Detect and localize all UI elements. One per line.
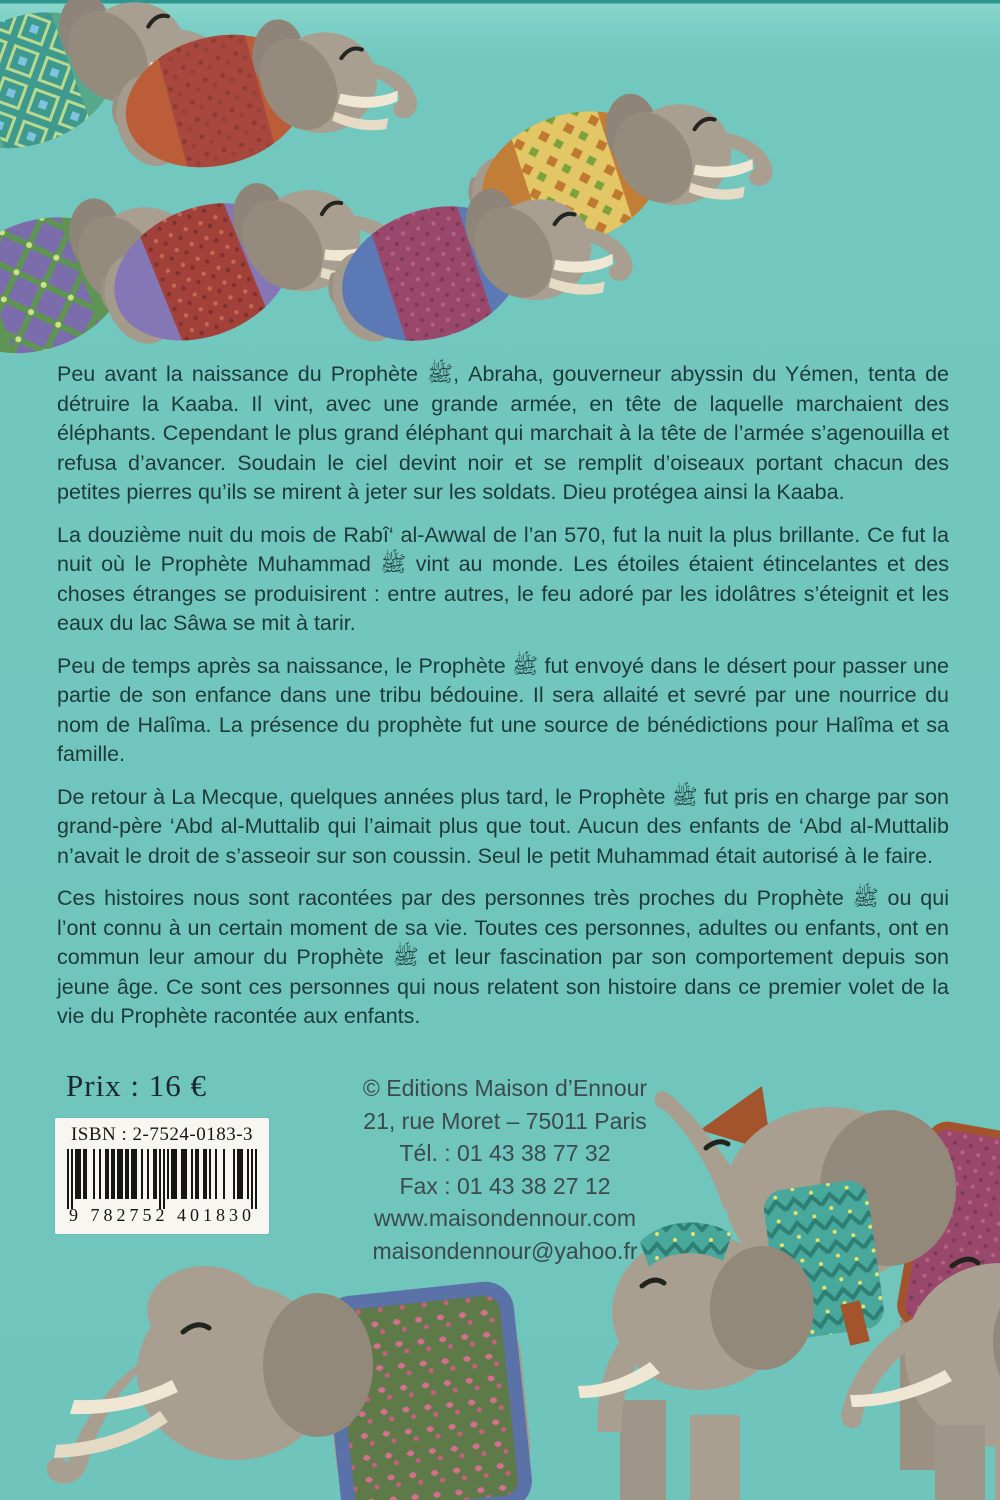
- isbn-number: ISBN : 2-7524-0183-3: [70, 1124, 254, 1145]
- flying-elephants-illustration: [0, 0, 1000, 355]
- publisher-name: © Editions Maison d’Ennour: [362, 1075, 648, 1101]
- price-label: Prix : 16 €: [66, 1068, 208, 1103]
- publisher-address: 21, rue Moret – 75011 Paris: [363, 1107, 647, 1134]
- back-cover-text: [57, 360, 949, 1045]
- publisher-block: [310, 1072, 700, 1267]
- paragraph-4: De retour à La Mecque, quelques années plus tard, le Prophète ﷺ fut pris en charge par son grand-père ‘Abd al-Muttalib qui l’aimait plus que tout. Aucun des enfants de ‘Abd al-Muttalib n’avait le droit de s’asseoir sur son coussin. Seul le petit Muhammad était autorisé à le faire.: [57, 784, 950, 868]
- publisher-website: www.maisondennour.com: [373, 1205, 637, 1231]
- paragraph-3: Peu de temps après sa naissance, le Prophète ﷺ fut envoyé dans le désert pour passer une partie de son enfance dans une tribu bédouine. Il sera allaité et sevré par une nourrice du nom de Halîma. La présence du prophète fut une source de bénédictions pour Halîma et sa famille.: [57, 653, 949, 766]
- barcode-digits: 9 782752 401830: [69, 1205, 255, 1225]
- elephant-left-paisley: [47, 1266, 536, 1500]
- paragraph-1: Peu avant la naissance du Prophète ﷺ, Abraha, gouverneur abyssin du Yémen, tenta de détruire la Kaaba. Il vint, avec une grande armée, en tête de laquelle marchaient des éléphants. Cependant le plus grand éléphant qui marchait à la tête de l’armée s’agenouilla et refusa d’avancer. Soudain le ciel devint noir et se remplit d’oiseaux portant chacun des petites pierres qu’ils se mirent à jeter sur les soldats. Dieu protégea ainsi la Kaaba.: [57, 362, 949, 504]
- paragraph-2: La douzième nuit du mois de Rabî‘ al-Awwal de l’an 570, fut la nuit la plus brillante. Ce fut la nuit où le Prophète Muhammad ﷺ vint au monde. Les étoiles étaient étincelantes et des choses étranges se produisirent : entre autres, le feu adoré par les idolâtres s’éteignit et les eaux du lac Sâwa se mit à tarir.: [57, 522, 949, 635]
- isbn-barcode-box: [55, 1118, 269, 1234]
- paragraph-5: Ces histoires nous sont racontées par des personnes très proches du Prophète ﷺ ou qui l’ont connu à un certain moment de sa vie. Toutes ces personnes, adultes ou enfants, ont en commun leur amour du Prophète ﷺ et leur fascination par son comportement depuis son jeune âge. Ce sont ces personnes qui nous relatent son histoire dans ce premier volet de la vie du Prophète racontée aux enfants.: [57, 886, 949, 1028]
- ean13-barcode: [63, 1149, 261, 1209]
- publisher-email: maisondennour@yahoo.fr: [372, 1237, 638, 1264]
- publisher-fax: Fax : 01 43 38 27 12: [399, 1172, 611, 1199]
- publisher-phone: Tél. : 01 43 38 77 32: [399, 1140, 611, 1166]
